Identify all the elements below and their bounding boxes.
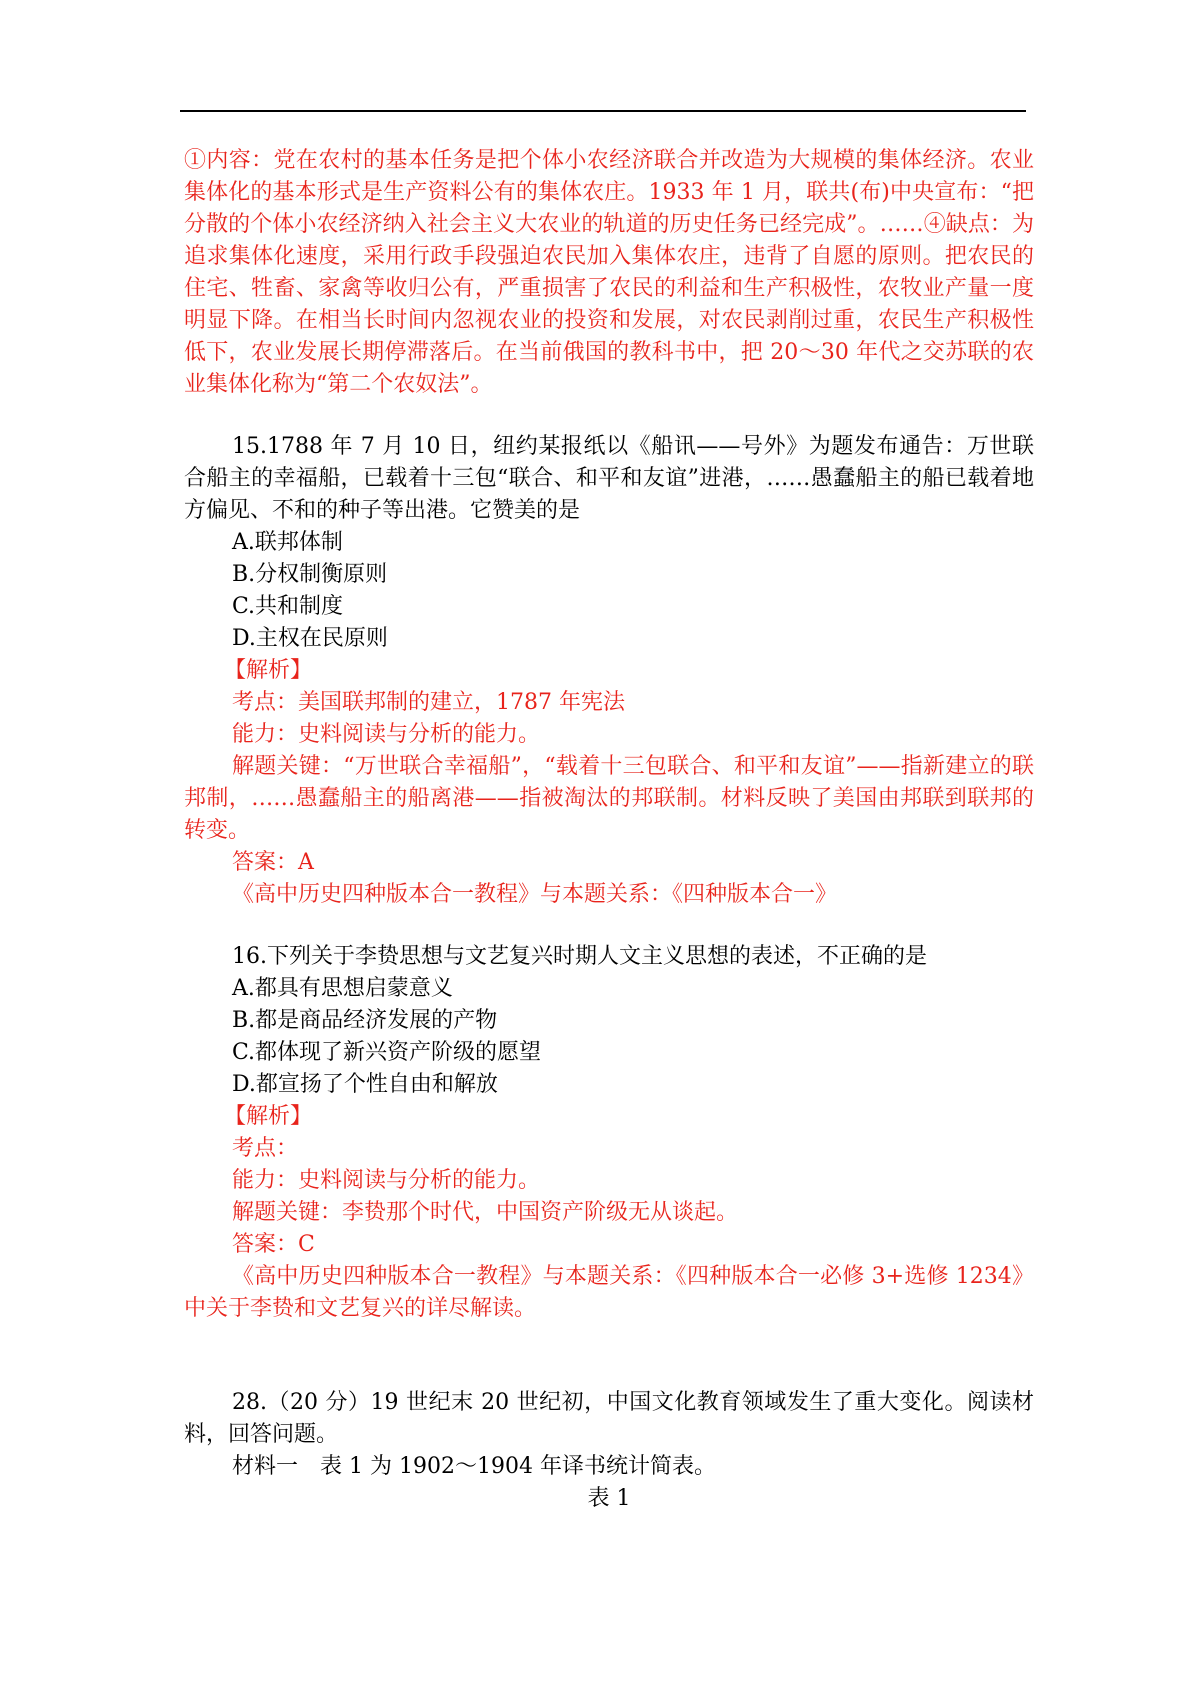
kaodian: 考点：美国联邦制的建立，1787 年宪法 bbox=[232, 690, 625, 715]
solution-key: 解题关键：李贽那个时代，中国资产阶级无从谈起。 bbox=[232, 1200, 739, 1225]
answer: 答案：C bbox=[232, 1232, 315, 1257]
analysis-header: 【解析】 bbox=[224, 658, 313, 683]
kaodian: 考点： bbox=[232, 1136, 299, 1161]
answer: 答案：A bbox=[232, 850, 314, 875]
question-28 bbox=[184, 1387, 1034, 1515]
option-d: D.都宣扬了个性自由和解放 bbox=[232, 1072, 498, 1097]
nengli: 能力：史料阅读与分析的能力。 bbox=[232, 1168, 541, 1193]
document-body bbox=[184, 145, 1034, 1515]
option-c: C.共和制度 bbox=[232, 594, 344, 619]
nengli: 能力：史料阅读与分析的能力。 bbox=[232, 722, 541, 747]
option-a: A.都具有思想启蒙意义 bbox=[232, 976, 453, 1001]
option-b: B.分权制衡原则 bbox=[232, 562, 388, 587]
option-a: A.联邦体制 bbox=[232, 530, 343, 555]
solution-key: 解题关键：“万世联合幸福船”，“载着十三包联合、和平和友谊”——指新建立的联邦制，……愚蠢船主的船离港——指被淘汰的邦联制。材料反映了美国由邦联到联邦的转变。 bbox=[184, 754, 1034, 843]
analysis-header: 【解析】 bbox=[224, 1104, 313, 1129]
table-caption: 表 1 bbox=[587, 1486, 631, 1511]
textbook-relation: 《高中历史四种版本合一教程》与本题关系：《四种版本合一》 bbox=[232, 882, 838, 907]
question-stem: 28.（20 分）19 世纪末 20 世纪初，中国文化教育领域发生了重大变化。阅读材料，回答问题。 bbox=[184, 1390, 1034, 1447]
question-16 bbox=[184, 941, 1034, 1325]
option-b: B.都是商品经济发展的产物 bbox=[232, 1008, 498, 1033]
question-15 bbox=[184, 431, 1034, 911]
material-1: 材料一 表 1 为 1902～1904 年译书统计简表。 bbox=[232, 1454, 716, 1479]
top-answer-text: ①内容：党在农村的基本任务是把个体小农经济联合并改造为大规模的集体经济。农业集体化的基本形式是生产资料公有的集体农庄。1933 年 1 月，联共(布)中央宣布：“把分散的个体小农经济纳入社会主义大农业的轨道的历史任务已经完成”。……④缺点：为追求集体化速度，采用行政手段强迫农民加入集体农庄，违背了自愿的原则。把农民的住宅、牲畜、家禽等收归公有，严重损害了农民的利益和生产积极性，农牧业产量一度明显下降。在相当长时间内忽视农业的投资和发展，对农民剥削过重，农民生产积极性低下，农业发展长期停滞落后。在当前俄国的教科书中，把 20～30 年代之交苏联的农业集体化称为“第二个农奴法”。 bbox=[184, 148, 1034, 397]
textbook-relation: 《高中历史四种版本合一教程》与本题关系：《四种版本合一必修 3+选修 1234》中关于李贽和文艺复兴的详尽解读。 bbox=[184, 1264, 1034, 1321]
option-c: C.都体现了新兴资产阶级的愿望 bbox=[232, 1040, 542, 1065]
question-stem: 16.下列关于李贽思想与文艺复兴时期人文主义思想的表述，不正确的是 bbox=[232, 944, 927, 969]
question-stem: 15.1788 年 7 月 10 日，纽约某报纸以《船讯——号外》为题发布通告：万世联合船主的幸福船，已载着十三包“联合、和平和友谊”进港，……愚蠢船主的船已载着地方偏见、不和的种子等出港。它赞美的是 bbox=[184, 434, 1034, 523]
header-rule bbox=[180, 110, 1026, 112]
option-d: D.主权在民原则 bbox=[232, 626, 388, 651]
